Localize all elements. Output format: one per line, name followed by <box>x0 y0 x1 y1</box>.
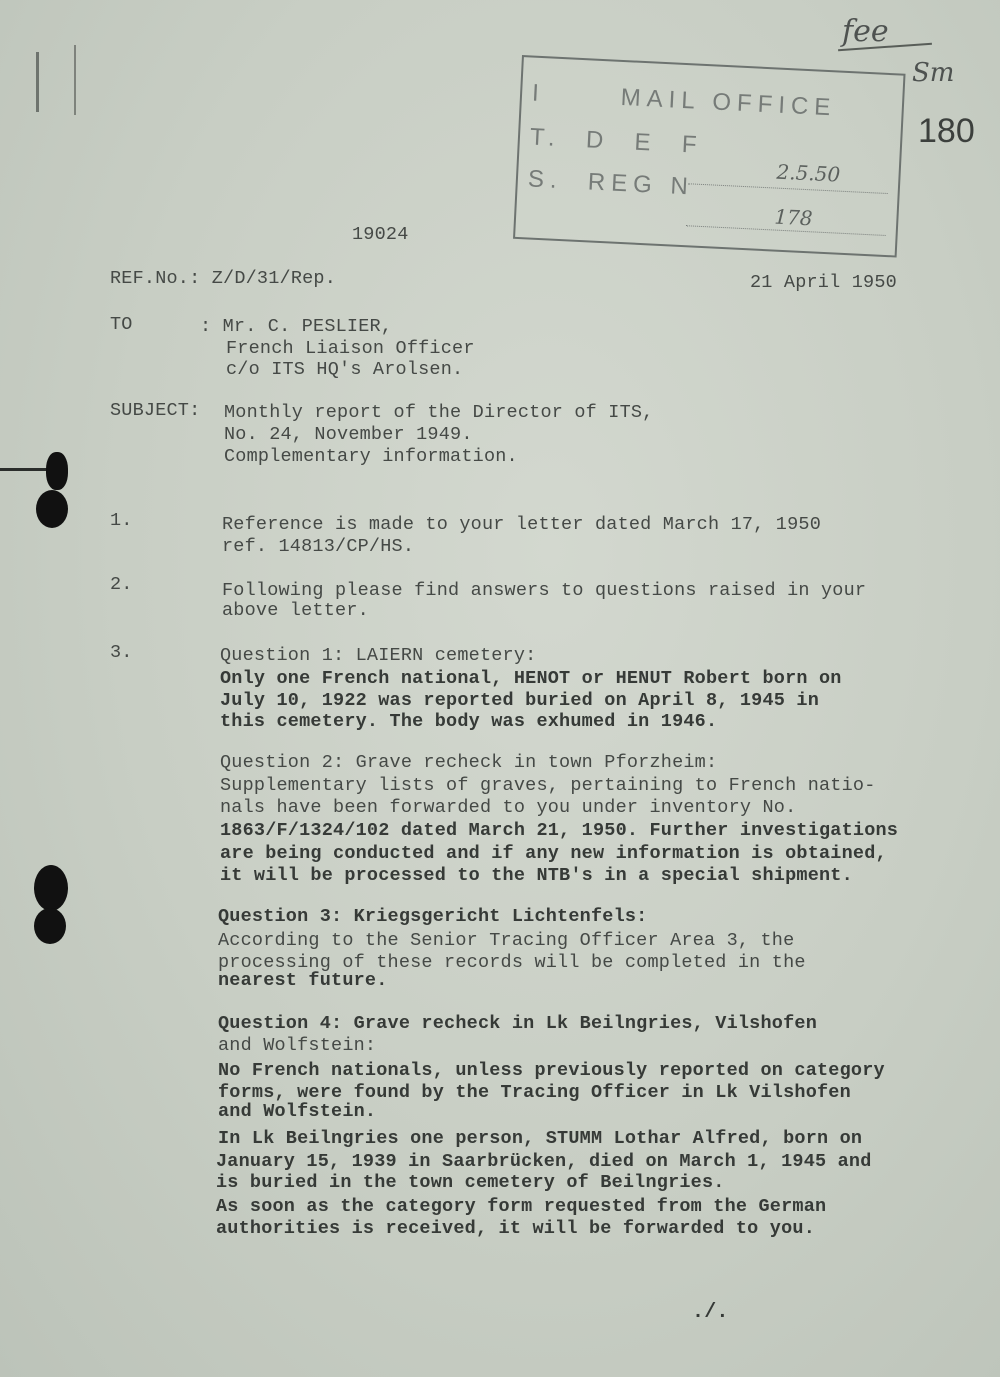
item-text-line: Following please find answers to questions raised in your <box>222 580 867 601</box>
question-4-line: is buried in the town cemetery of Beilngries. <box>216 1172 725 1193</box>
mail-office-stamp <box>513 55 906 258</box>
item-text-line: above letter. <box>222 600 369 621</box>
question-3-line: According to the Senior Tracing Officer Area 3, the <box>218 930 795 951</box>
punch-hole <box>36 490 68 528</box>
question-3-line: Question 3: Kriegsgericht Lichtenfels: <box>218 906 648 927</box>
recipient-line: c/o ITS HQ's Arolsen. <box>226 359 464 380</box>
subject-label: SUBJECT: <box>110 400 201 421</box>
question-2-line: Supplementary lists of graves, pertaining to French natio- <box>220 775 876 796</box>
left-edge-mark <box>36 52 39 112</box>
item-text-line: Reference is made to your letter dated March 17, 1950 <box>222 514 821 535</box>
stamp-reg-number: 178 <box>773 204 814 231</box>
item-number: 1. <box>110 510 133 531</box>
question-4-line: forms, were found by the Tracing Officer in Lk Vilshofen <box>218 1082 851 1103</box>
question-2-line: it will be processed to the NTB's in a special shipment. <box>220 865 853 886</box>
letter-date: 21 April 1950 <box>750 272 897 293</box>
stamp-date-rule <box>688 183 888 194</box>
question-2-line: 1863/F/1324/102 dated March 21, 1950. Further investigations <box>220 820 899 841</box>
punch-hole <box>46 452 68 490</box>
item-text-line: July 10, 1922 was reported buried on April 8, 1945 in <box>220 690 819 711</box>
question-4-line: No French nationals, unless previously reported on category <box>218 1060 885 1081</box>
handwritten-initials: fee <box>842 14 889 49</box>
reference-number: REF.No.: Z/D/31/Rep. <box>110 268 337 289</box>
question-4-line: authorities is received, it will be forwarded to you. <box>216 1218 815 1239</box>
to-label: TO <box>110 314 133 335</box>
question-4-line: January 15, 1939 in Saarbrücken, died on March 1, 1945 and <box>216 1151 872 1172</box>
recipient-line: : Mr. C. PESLIER, <box>200 316 393 337</box>
question-4-line: and Wolfstein. <box>218 1101 377 1122</box>
stamp-date: 2.5.50 <box>776 159 841 187</box>
handwritten-initials-2: Sm <box>912 58 955 88</box>
question-2-line: nals have been forwarded to you under inventory No. <box>220 797 797 818</box>
item-text-line: Only one French national, HENOT or HENUT Robert born on <box>220 668 842 689</box>
question-2-line: are being conducted and if any new information is obtained, <box>220 843 887 864</box>
recipient-line: French Liaison Officer <box>226 338 475 359</box>
question-4-line: and Wolfstein: <box>218 1035 377 1056</box>
stamp-line-3: S. REG N <box>527 165 695 201</box>
stamp-line-2: T. D E F <box>529 123 704 159</box>
item-number: 2. <box>110 574 133 595</box>
stamp-line-1: I MAIL OFFICE <box>531 79 837 122</box>
file-number: 19024 <box>352 224 409 245</box>
question-4-line: As soon as the category form requested from the German <box>216 1196 827 1217</box>
item-number: 3. <box>110 642 133 663</box>
question-4-line: Question 4: Grave recheck in Lk Beilngries, Vilshofen <box>218 1013 817 1034</box>
continuation-mark: ./. <box>692 1301 729 1324</box>
left-edge-tick <box>0 468 50 471</box>
left-edge-mark <box>74 45 76 115</box>
item-text-line: ref. 14813/CP/HS. <box>222 536 415 557</box>
question-3-line: processing of these records will be completed in the <box>218 952 806 973</box>
question-2-line: Question 2: Grave recheck in town Pforzheim: <box>220 752 718 773</box>
subject-line: Monthly report of the Director of ITS, <box>224 402 654 423</box>
item-text-line: this cemetery. The body was exhumed in 1946. <box>220 711 718 732</box>
page-number: 180 <box>918 112 975 150</box>
subject-line: No. 24, November 1949. <box>224 424 473 445</box>
subject-line: Complementary information. <box>224 446 518 467</box>
question-4-line: In Lk Beilngries one person, STUMM Lothar Alfred, born on <box>218 1128 863 1149</box>
question-3-line: nearest future. <box>218 970 388 991</box>
punch-hole <box>34 908 66 944</box>
punch-hole <box>34 865 68 911</box>
item-text-line: Question 1: LAIERN cemetery: <box>220 645 537 666</box>
